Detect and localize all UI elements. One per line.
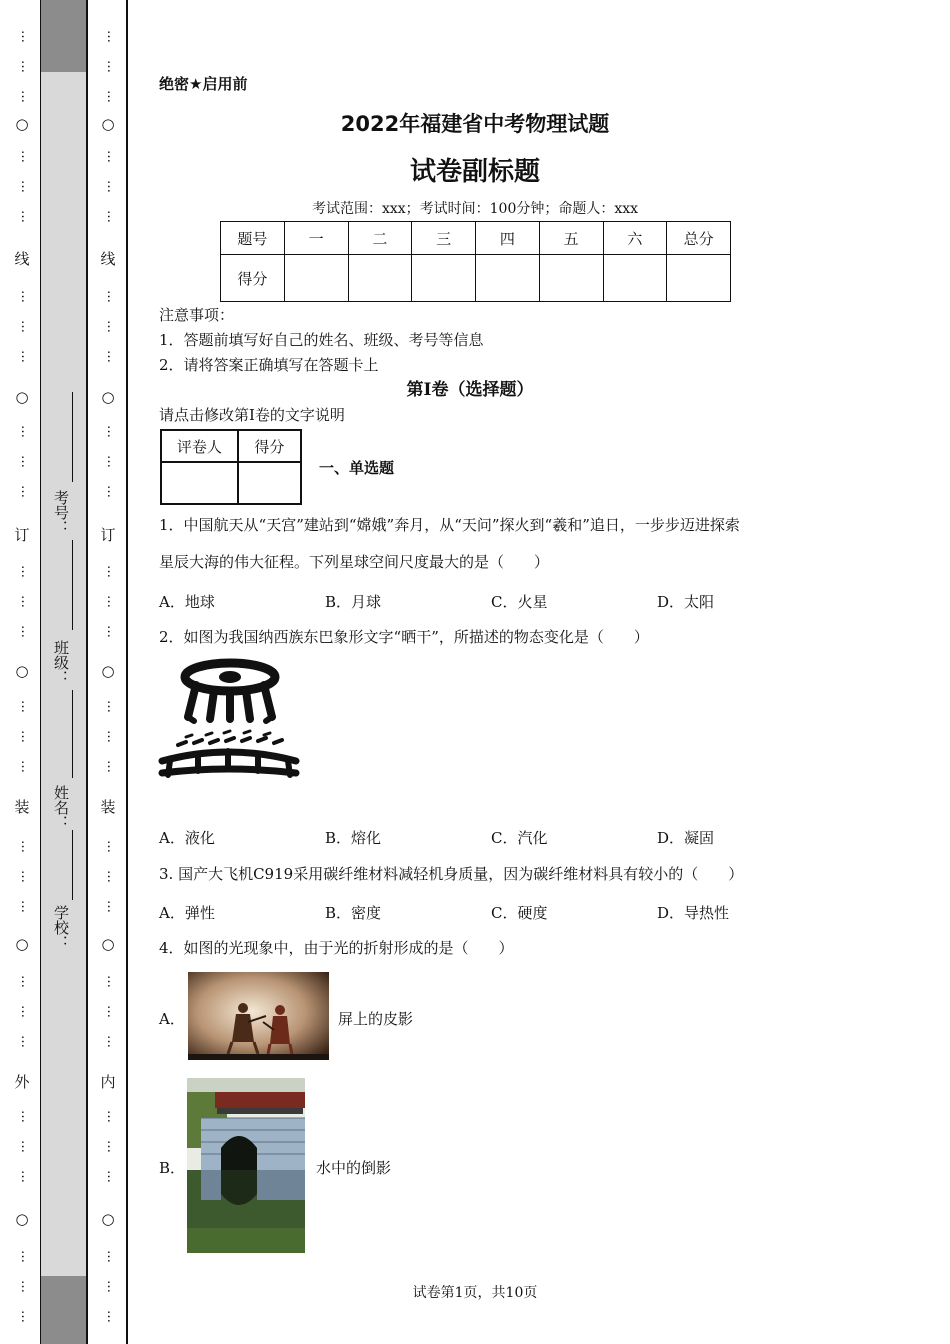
margin-circle: ○ (101, 388, 115, 406)
margin-dots: … (104, 840, 119, 853)
name-field[interactable] (72, 690, 73, 778)
score-table-cell: 三 (412, 222, 476, 255)
score-table (220, 221, 731, 302)
margin-dots: … (104, 1140, 119, 1153)
margin-dots: … (18, 1170, 33, 1183)
margin-dots: … (104, 60, 119, 73)
margin-circle: ○ (101, 662, 115, 680)
score-table-cell: 六 (603, 222, 667, 255)
class-field[interactable] (72, 540, 73, 630)
margin-dots: … (18, 760, 33, 773)
school-label: 学校： (52, 905, 70, 950)
margin-dots: … (18, 1140, 33, 1153)
score-table-cell: 题号 (221, 222, 285, 255)
margin-circle: ○ (101, 1210, 115, 1228)
margin-dots: … (104, 455, 119, 468)
q4-option-b-label[interactable]: B． (159, 1159, 186, 1177)
question-1-line-1: 1．中国航天从“天宫”建站到“嫦娥”奔月，从“天问”探火到“羲和”追日，一步步迈进探索 (159, 516, 740, 534)
margin-circle: ○ (15, 662, 29, 680)
score-input-cell[interactable] (238, 462, 301, 504)
q3-option-a[interactable]: A．弹性 (159, 904, 215, 922)
margin-circle: ○ (15, 388, 29, 406)
margin-dots: … (104, 180, 119, 193)
margin-dots: … (18, 150, 33, 163)
score-input-cell[interactable] (284, 255, 348, 302)
q3-option-c[interactable]: C．硬度 (491, 904, 548, 922)
score-row-label: 得分 (221, 255, 285, 302)
q3-option-d[interactable]: D．导热性 (657, 904, 730, 922)
margin-dots: … (104, 1250, 119, 1263)
q2-option-b[interactable]: B．熔化 (325, 829, 382, 847)
margin-dots: … (104, 700, 119, 713)
margin-dots: … (18, 1250, 33, 1263)
margin-gray-top (41, 0, 86, 72)
score-table-cell: 五 (539, 222, 603, 255)
margin-char-ding-inner: 订 (100, 526, 116, 544)
note-item: 2．请将答案正确填写在答题卡上 (159, 356, 379, 374)
grader-header-row (161, 430, 301, 462)
margin-dots: … (104, 320, 119, 333)
q2-option-c[interactable]: C．汽化 (491, 829, 548, 847)
margin-dots: … (18, 30, 33, 43)
margin-dots: … (104, 425, 119, 438)
school-field[interactable] (72, 830, 73, 900)
score-table-cell: 四 (476, 222, 540, 255)
score-label: 得分 (238, 430, 301, 462)
q1-option-c[interactable]: C．火星 (491, 593, 548, 611)
margin-dots: … (18, 485, 33, 498)
volume-hint[interactable]: 请点击修改第I卷的文字说明 (159, 406, 345, 424)
score-table-header-row (221, 222, 731, 255)
margin-dots: … (104, 90, 119, 103)
margin-char-zhuang: 装 (14, 798, 30, 816)
margin-dots: … (18, 180, 33, 193)
q1-option-a[interactable]: A．地球 (159, 593, 215, 611)
margin-char-wai: 外 (14, 1073, 30, 1091)
margin-dots: … (18, 425, 33, 438)
class-label: 班级： (52, 640, 70, 685)
shadow-puppet-image (188, 972, 329, 1060)
margin-dots: … (104, 730, 119, 743)
name-label: 姓名： (52, 785, 70, 830)
question-2-line-1: 2．如图为我国纳西族东巴象形文字“晒干”，所描述的物态变化是（ ） (159, 628, 649, 646)
score-table-cell: 二 (348, 222, 412, 255)
grader-input-cell[interactable] (161, 462, 238, 504)
margin-dots: … (18, 565, 33, 578)
margin-dots: … (18, 975, 33, 988)
margin-dots: … (18, 1280, 33, 1293)
margin-dots: … (104, 150, 119, 163)
margin-dots: … (104, 1005, 119, 1018)
q2-option-d[interactable]: D．凝固 (657, 829, 715, 847)
exam-number-field[interactable] (72, 392, 73, 482)
score-table-cell: 一 (284, 222, 348, 255)
margin-dots: … (104, 485, 119, 498)
bridge-reflection-image (187, 1078, 305, 1253)
margin-dots: … (104, 595, 119, 608)
secret-label: 绝密★启用前 (159, 75, 248, 93)
margin-circle: ○ (15, 935, 29, 953)
margin-dots: … (104, 625, 119, 638)
exam-subtitle: 试卷副标题 (409, 157, 540, 187)
margin-dots: … (18, 350, 33, 363)
margin-dots: … (18, 1035, 33, 1048)
grader-input-row (161, 462, 301, 504)
margin-dots: … (18, 1005, 33, 1018)
grader-label: 评卷人 (161, 430, 238, 462)
margin-dots: … (18, 900, 33, 913)
margin-dots: … (18, 320, 33, 333)
note-item: 1．答题前填写好自己的姓名、班级、考号等信息 (159, 331, 484, 349)
margin-dots: … (104, 975, 119, 988)
volume-title: 第I卷（选择题） (406, 380, 534, 400)
q3-option-b[interactable]: B．密度 (325, 904, 382, 922)
margin-dots: … (104, 1170, 119, 1183)
margin-dots: … (18, 210, 33, 223)
margin-char-ding: 订 (14, 526, 30, 544)
margin-dots: … (18, 730, 33, 743)
margin-dots: … (104, 760, 119, 773)
score-input-cell[interactable] (412, 255, 476, 302)
margin-dots: … (104, 565, 119, 578)
question-3-line-1: 3. 国产大飞机C919采用碳纤维材料减轻机身质量，因为碳纤维材料具有较小的（ ） (159, 865, 744, 883)
q4-option-a-caption: 屏上的皮影 (338, 1010, 414, 1028)
margin-dots: … (18, 840, 33, 853)
margin-dots: … (18, 1310, 33, 1323)
exam-title: 2022年福建省中考物理试题 (340, 112, 610, 136)
margin-dots: … (104, 1110, 119, 1123)
margin-dots: … (104, 290, 119, 303)
margin-dots: … (104, 900, 119, 913)
score-table-cell: 总分 (667, 222, 731, 255)
margin-circle: ○ (101, 115, 115, 133)
margin-dots: … (18, 455, 33, 468)
q4-option-a-label[interactable]: A． (159, 1010, 185, 1028)
margin-dots: … (104, 350, 119, 363)
score-input-cell[interactable] (539, 255, 603, 302)
q2-option-a[interactable]: A．液化 (159, 829, 215, 847)
margin-dots: … (18, 290, 33, 303)
score-input-cell[interactable] (603, 255, 667, 302)
margin-dots: … (104, 1310, 119, 1323)
margin-dots: … (104, 1035, 119, 1048)
score-input-cell[interactable] (667, 255, 731, 302)
margin-dots: … (104, 870, 119, 883)
question-1-line-2: 星辰大海的伟大征程。下列星球空间尺度最大的是（ ） (159, 553, 550, 571)
margin-dots: … (18, 700, 33, 713)
margin-char-xian: 线 (14, 250, 30, 268)
score-input-cell[interactable] (348, 255, 412, 302)
margin-dots: … (18, 60, 33, 73)
margin-dots: … (18, 1110, 33, 1123)
margin-dots: … (104, 1280, 119, 1293)
exam-number-label: 考号： (52, 490, 70, 535)
margin-dots: … (104, 30, 119, 43)
score-input-cell[interactable] (476, 255, 540, 302)
exam-info: 考试范围：xxx；考试时间：100分钟；命题人：xxx (311, 201, 639, 217)
margin-circle: ○ (15, 115, 29, 133)
margin-char-xian-inner: 线 (100, 250, 116, 268)
margin-dots: … (18, 625, 33, 638)
section-title: 一、单选题 (319, 459, 395, 477)
q4-option-b-caption: 水中的倒影 (316, 1159, 392, 1177)
dongba-pictograph-image (158, 655, 300, 780)
page-footer: 试卷第1页，共10页 (412, 1285, 538, 1301)
q1-option-d[interactable]: D．太阳 (657, 593, 715, 611)
margin-circle: ○ (15, 1210, 29, 1228)
margin-dots: … (18, 90, 33, 103)
q1-option-b[interactable]: B．月球 (325, 593, 382, 611)
margin-circle: ○ (101, 935, 115, 953)
margin-dots: … (18, 870, 33, 883)
grader-table (160, 429, 302, 505)
score-table-score-row (221, 255, 731, 302)
notes-title: 注意事项： (159, 306, 235, 324)
margin-dots: … (104, 210, 119, 223)
margin-char-nei: 内 (100, 1073, 116, 1091)
margin-char-zhuang-inner: 装 (100, 798, 116, 816)
margin-dots: … (18, 595, 33, 608)
question-4-line-1: 4．如图的光现象中，由于光的折射形成的是（ ） (159, 939, 514, 957)
